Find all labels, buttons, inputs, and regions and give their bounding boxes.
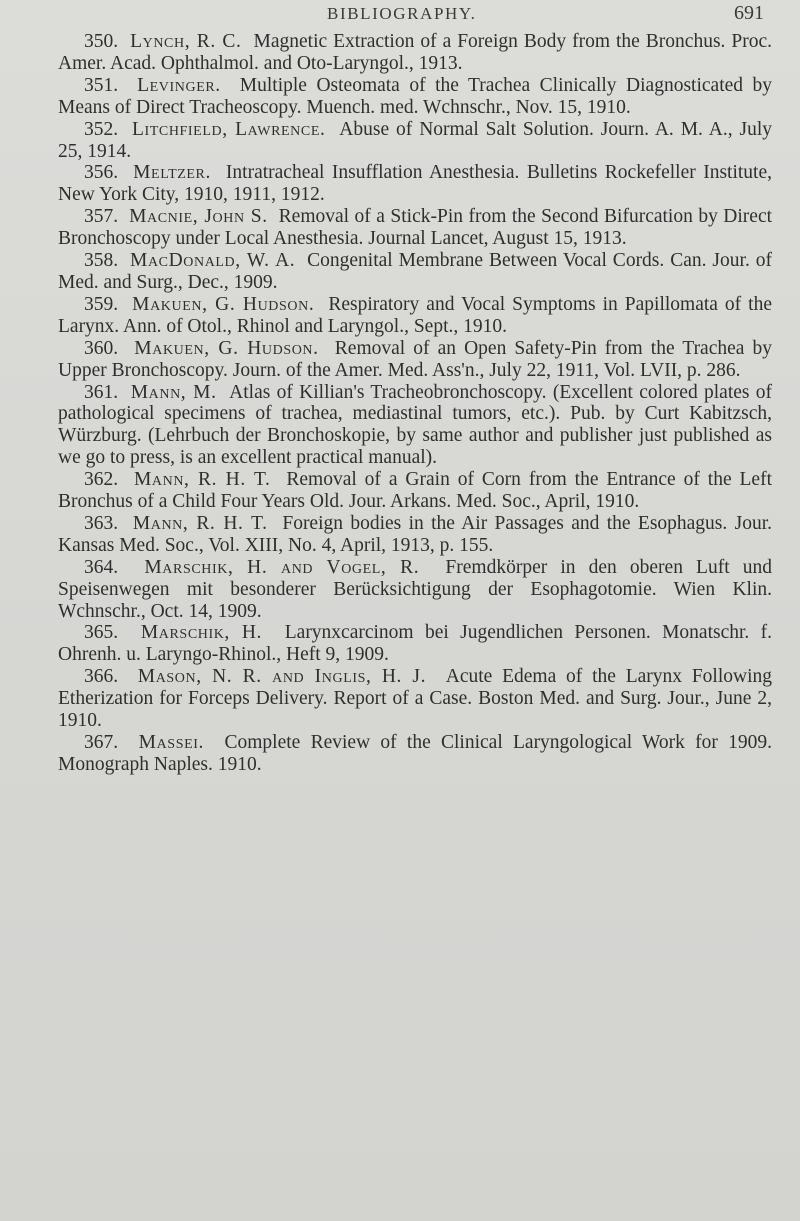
bibliography-entry (58, 469, 772, 513)
entry-number: 357. (84, 206, 119, 228)
entry-number: 361. (84, 381, 119, 403)
entry-author: Levinger. (137, 74, 221, 96)
bibliography-entry (58, 732, 772, 776)
entry-author: Lynch, R. C. (130, 31, 242, 52)
bibliography-entry (58, 162, 772, 206)
entry-number: 359. (84, 293, 119, 315)
entry-author: Meltzer. (133, 162, 211, 184)
entry-text: Foreign bodies in the Air Passages and the Esophagus. Jour. Kansas Med. Soc., Vol. XIII, No. 4, April, 1913, p. 155. (58, 512, 772, 556)
entry-author: Mann, M. (130, 381, 217, 403)
entry-text: Fremdkörper in den oberen Luft und Speisenwegen mit besonderer Berücksichtigung der Esophagotomie. Wien Klin. Wchnschr., Oct. 14, 1909. (58, 556, 772, 622)
entry-author: Makuen, G. Hudson. (134, 337, 319, 359)
entry-author: Litchfield, Lawrence. (131, 118, 326, 140)
page-header (0, 2, 800, 28)
entry-number: 367. (84, 732, 119, 753)
entry-text: Multiple Osteomata of the Trachea Clinically Diagnosticated by Means of Direct Tracheoscopy. Muench. med. Wchnschr., Nov. 15, 1910. (58, 74, 773, 118)
bibliography-entry (58, 250, 772, 294)
entry-text: Removal of a Stick-Pin from the Second Bifurcation by Direct Bronchoscopy under Local Anesthesia. Journal Lancet, August 15, 1913. (58, 206, 773, 250)
entry-text: Removal of a Grain of Corn from the Entrance of the Left Bronchus of a Child Four Years Old. Jour. Arkans. Med. Soc., April, 1910. (58, 469, 772, 513)
entry-number: 365. (84, 622, 119, 644)
entry-text: Intratracheal Insufflation Anesthesia. Bulletins Rockefeller Institute, New York City, 1910, 1911, 1912. (58, 162, 773, 206)
bibliography-entry (58, 75, 772, 119)
entry-author: Massei. (138, 732, 204, 753)
entry-author: Marschik, H. and Vogel, R. (144, 556, 420, 578)
entry-text: Congenital Membrane Between Vocal Cords. Can. Jour. of Med. and Surg., Dec., 1909. (58, 250, 772, 293)
entry-author: Marschik, H. (140, 622, 263, 644)
entry-text: Larynxcarcinom bei Jugendlichen Personen. Monatschr. f. Ohrenh. u. Laryngo-Rhinol., Heft 9, 1909. (58, 622, 773, 666)
entry-text: Atlas of Killian's Tracheobronchoscopy. (Excellent colored plates of pathological specimens of trachea, mediastinal tumors, etc.). Pub. by Curt Kabitzsch, Würzburg. (Lehrbuch der Bronchoskopie, by same author and publisher just published as we go to press, is an excellent practical manual). (58, 381, 773, 469)
bibliography-entry (58, 666, 772, 732)
running-head: BIBLIOGRAPHY. (327, 4, 477, 23)
entry-number: 362. (84, 469, 119, 491)
entry-number: 350. (84, 31, 119, 52)
entry-text: Acute Edema of the Larynx Following Etherization for Forceps Delivery. Report of a Case. Boston Med. and Surg. Jour., June 2, 1910. (58, 666, 773, 732)
entry-author: Mason, N. R. and Inglis, H. J. (137, 666, 427, 688)
entry-author: Mann, R. H. T. (132, 512, 268, 534)
entry-author: Makuen, G. Hudson. (132, 293, 315, 315)
bibliography-entry (58, 119, 772, 163)
bibliography-entry (58, 513, 772, 557)
bibliography-entry (58, 294, 772, 338)
entry-author: MacDonald, W. A. (130, 250, 296, 272)
entry-text: Abuse of Normal Salt Solution. Journ. A. M. A., July 25, 1914. (58, 118, 773, 162)
entry-author: Mann, R. H. T. (133, 469, 271, 491)
bibliography-entry (58, 206, 772, 250)
entry-number: 351. (84, 74, 119, 96)
entry-number: 356. (84, 162, 119, 184)
page-number: 691 (734, 2, 764, 24)
bibliography-entry (58, 382, 772, 470)
entry-text: Respiratory and Vocal Symptoms in Papillomata of the Larynx. Ann. of Otol., Rhinol and Laryngol., Sept., 1910. (58, 293, 773, 337)
bibliography-entry (58, 31, 772, 75)
entry-text: Removal of an Open Safety-Pin from the Trachea by Upper Bronchoscopy. Journ. of the Amer. Med. Ass'n., July 22, 1911, Vol. LVII, p. 286. (58, 337, 773, 381)
entry-text: Magnetic Extraction of a Foreign Body from the Bronchus. Proc. Amer. Acad. Ophthalmol. and Oto-Laryngol., 1913. (58, 31, 773, 74)
entry-number: 363. (84, 512, 119, 534)
bibliography-list (58, 31, 772, 776)
entry-number: 366. (84, 666, 119, 688)
entry-number: 352. (84, 118, 119, 140)
bibliography-entry (58, 622, 772, 666)
entry-author: Macnie, John S. (129, 206, 268, 228)
entry-number: 358. (84, 250, 119, 272)
entry-text: Complete Review of the Clinical Laryngological Work for 1909. Monograph Naples. 1910. (58, 732, 773, 775)
bibliography-entry (58, 557, 772, 623)
entry-number: 364. (84, 556, 119, 578)
entry-number: 360. (84, 337, 119, 359)
bibliography-entry (58, 338, 772, 382)
